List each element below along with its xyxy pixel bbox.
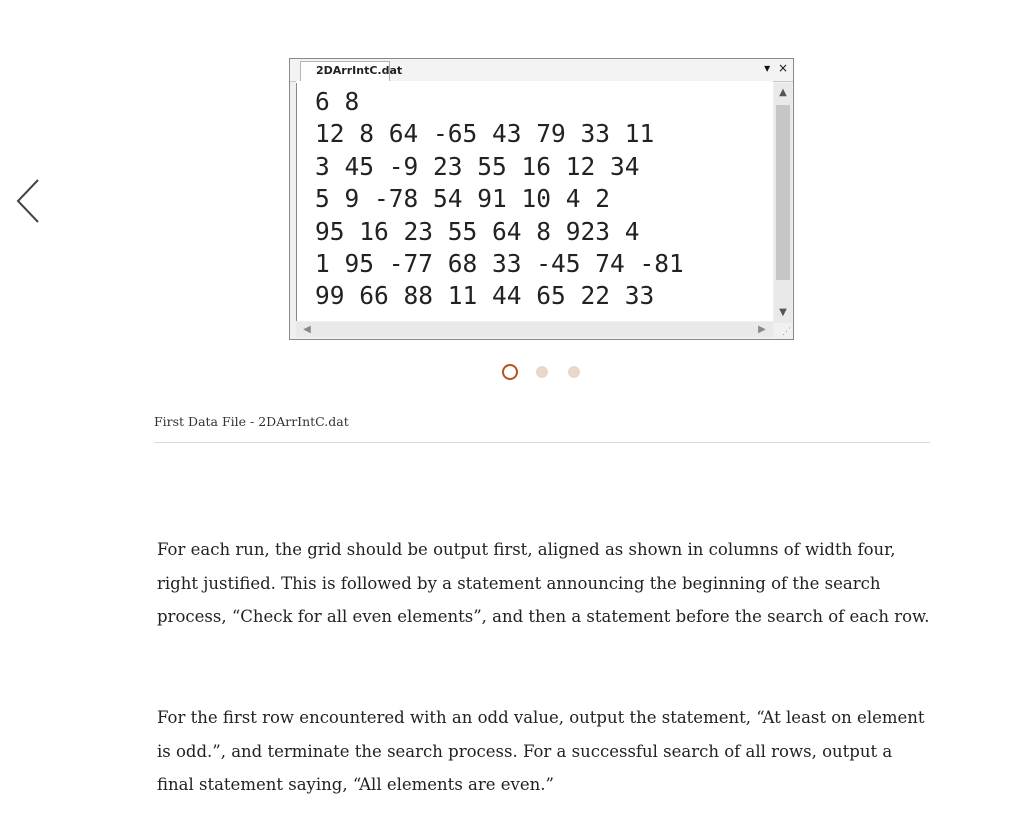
scroll-left-icon[interactable]: ◀ <box>303 324 311 335</box>
carousel-dot[interactable] <box>502 364 518 380</box>
file-lines <box>315 86 684 313</box>
editor-window <box>289 58 794 340</box>
body-paragraph: For each run, the grid should be output first, aligned as shown in columns of width four, right justified. This is followed by a statement announcing the beginning of the search process, “Check for all even elements”, and then a statement before the search of each row. <box>157 540 930 626</box>
body-paragraph: For the first row encountered with an odd value, output the statement, “At least on element is odd.”, and terminate the search process. For a successful search of all rows, output a final statement saying, “All elements are even.” <box>157 708 925 794</box>
figure-caption: First Data File - 2DArrIntC.dat <box>154 414 930 443</box>
vertical-scrollbar[interactable] <box>774 83 792 323</box>
file-line: 5 9 -78 54 91 10 4 2 <box>315 184 611 214</box>
carousel-dot[interactable] <box>568 366 580 378</box>
file-line: 1 95 -77 68 33 -45 74 -81 <box>315 249 684 279</box>
file-content-area[interactable] <box>296 81 773 321</box>
file-line: 12 8 64 -65 43 79 33 11 <box>315 119 655 149</box>
tab-strip <box>290 59 793 82</box>
scrollbar-thumb[interactable] <box>776 105 790 280</box>
horizontal-scrollbar[interactable] <box>296 322 773 337</box>
scroll-up-icon[interactable]: ▲ <box>779 87 787 98</box>
previous-slide-arrow[interactable] <box>14 178 44 224</box>
scroll-down-icon[interactable]: ▼ <box>779 307 787 318</box>
gutter-line <box>296 83 297 321</box>
file-line: 95 16 23 55 64 8 923 4 <box>315 216 640 246</box>
file-line: 6 8 <box>315 87 360 116</box>
file-tab[interactable]: 2DArrIntC.dat <box>300 61 390 81</box>
close-tab-icon[interactable]: × <box>777 61 788 75</box>
carousel-dot[interactable] <box>536 366 548 378</box>
carousel-indicators <box>500 363 590 381</box>
resize-grip-icon[interactable]: ⋰ <box>782 327 791 337</box>
file-line: 99 66 88 11 44 65 22 33 <box>315 281 655 311</box>
chevron-left-icon <box>14 178 44 224</box>
scroll-right-icon[interactable]: ▶ <box>758 324 766 335</box>
tab-list-dropdown-icon[interactable]: ▾ <box>764 61 771 75</box>
file-line: 3 45 -9 23 55 16 12 34 <box>315 151 640 181</box>
tab-controls <box>760 61 788 75</box>
